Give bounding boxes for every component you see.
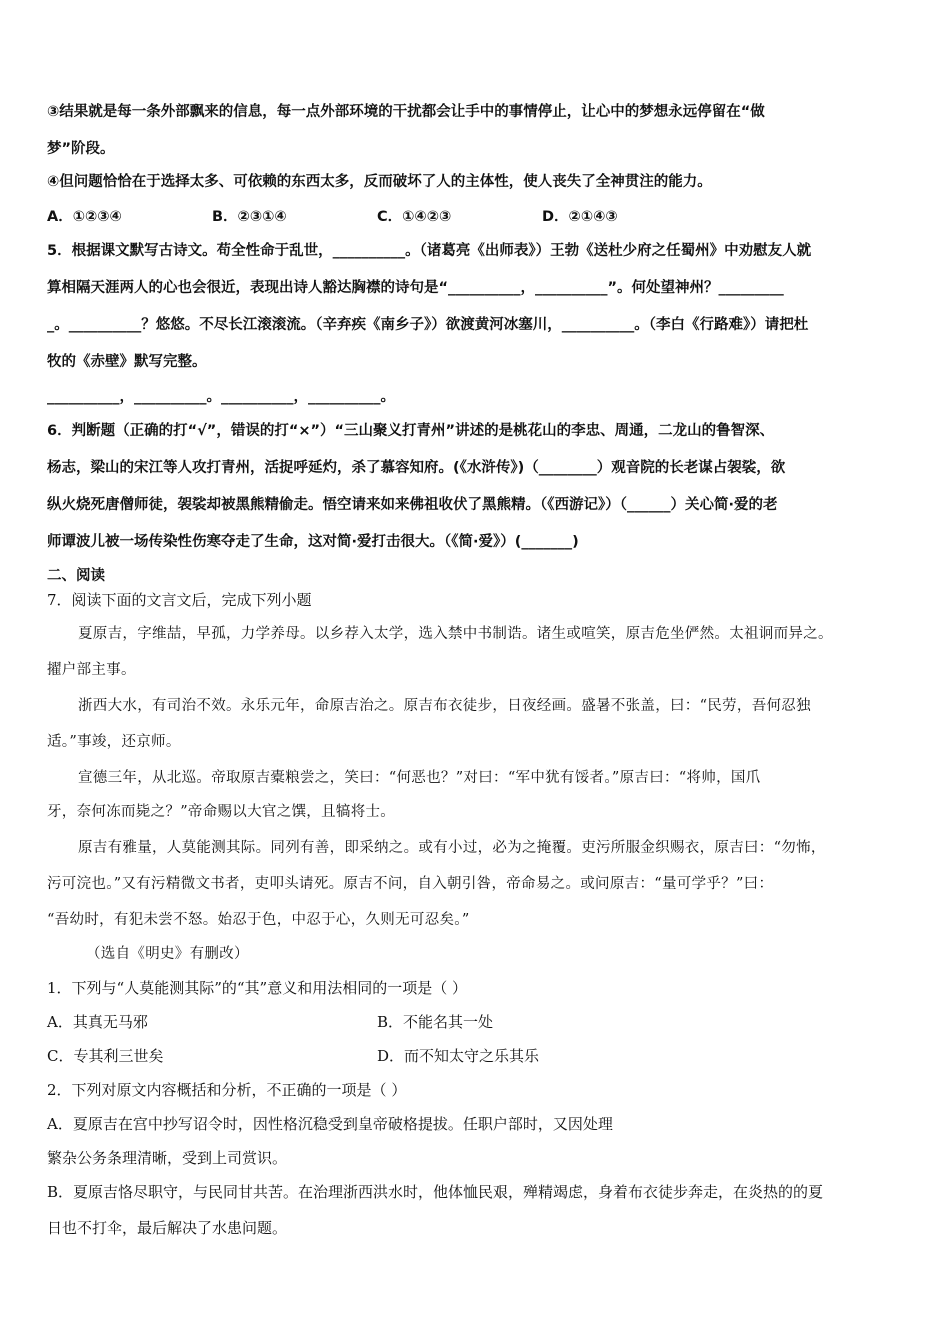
question-6-line-2: 杨志，梁山的宋江等人攻打青州，活捉呼延灼，杀了慕容知府。(《水浒传》)（________）观音院的长老谋占袈裟，欲 <box>47 460 786 476</box>
passage-source: （选自《明史》有删改） <box>86 946 249 962</box>
passage-p1-line-1: 夏原吉，字维喆，早孤，力学养母。以乡荐入太学，选入禁中书制诰。诸生或喧笑，原吉危坐俨然。太祖诇而异之。 <box>78 626 833 642</box>
item-3-line-1: ③结果就是每一条外部飘来的信息，每一点外部环境的干扰都会让手中的事情停止，让心中的梦想永远停留在“做 <box>47 104 765 120</box>
subquestion-2-stem: 2．下列对原文内容概括和分析，不正确的一项是（ ） <box>47 1081 407 1099</box>
passage-p4-line-1: 原吉有雅量，人莫能测其际。同列有善，即采纳之。或有小过，必为之掩覆。吏污所服金织赐衣，原吉曰：“勿怖， <box>78 840 826 856</box>
question-7-intro: 7．阅读下面的文言文后，完成下列小题 <box>47 591 312 609</box>
passage-p2-line-1: 浙西大水，有司治不效。永乐元年，命原吉治之。原吉布衣徒步，日夜经画。盛暑不张盖，曰：“民劳，吾何忍独 <box>78 698 811 714</box>
passage-p1-line-2: 擢户部主事。 <box>47 662 136 678</box>
subquestion-1-option-c: C．专其利三世矣 <box>47 1047 164 1065</box>
item-4: ④但问题恰恰在于选择太多、可依赖的东西太多，反而破坏了人的主体性，使人丧失了全神贯注的能力。 <box>47 174 712 190</box>
question-5-line-2: 算相隔天涯两人的心也会很近，表现出诗人豁达胸襟的诗句是“__________，__________”。何处望神州？_________ <box>47 280 784 296</box>
question-6-line-1: 6．判断题（正确的打“√”，错误的打“×”）“三山聚义打青州”讲述的是桃花山的李忠、周通，二龙山的鲁智深、 <box>47 423 775 439</box>
item-3-line-2: 梦”阶段。 <box>47 141 115 157</box>
subquestion-2-option-b-line-1: B．夏原吉恪尽职守，与民同甘共苦。在治理浙西洪水时，他体恤民艰，殚精竭虑，身着布衣徒步奔走，在炎热的的夏 <box>47 1183 824 1201</box>
option-a: A．①②③④ <box>47 209 122 225</box>
question-5-line-5: __________，__________。__________，__________。 <box>47 389 395 405</box>
passage-p4-line-3: “吾幼时，有犯未尝不怒。始忍于色，中忍于心，久则无可忍矣。” <box>47 912 470 928</box>
subquestion-2-option-b-line-2: 日也不打伞，最后解决了水患问题。 <box>47 1219 288 1237</box>
question-6-line-3: 纵火烧死唐僧师徒，袈裟却被黑熊精偷走。悟空请来如来佛祖收伏了黑熊精。（《西游记》）（______）关心简·爱的老 <box>47 497 778 513</box>
subquestion-1-option-d: D．而不知太守之乐其乐 <box>377 1047 540 1065</box>
subquestion-1-option-a: A．其真无马邪 <box>47 1013 148 1031</box>
passage-p4-line-2: 污可浣也。”又有污精微文书者，吏叩头请死。原吉不问，自入朝引咎，帝命易之。或问原吉：“量可学乎？”曰： <box>47 876 774 892</box>
option-b: B．②③①④ <box>212 209 287 225</box>
question-5-line-3: _。__________？悠悠。不尽长江滚滚流。（辛弃疾《南乡子》）欲渡黄河冰塞川，__________。（李白《行路难》）请把杜 <box>47 317 809 333</box>
section-2-title: 二、阅读 <box>47 568 105 584</box>
subquestion-1-stem: 1．下列与“人莫能测其际”的“其”意义和用法相同的一项是（ ） <box>47 979 467 997</box>
option-d: D．②①④③ <box>542 209 618 225</box>
question-5-line-1: 5．根据课文默写古诗文。苟全性命于乱世，__________。（诸葛亮《出师表》）王勃《送杜少府之任蜀州》中劝慰友人就 <box>47 243 812 259</box>
question-5-line-4: 牧的《赤壁》默写完整。 <box>47 354 207 370</box>
passage-p3-line-2: 牙，奈何冻而毙之？”帝命赐以大官之馔，且犒将士。 <box>47 804 396 820</box>
passage-p3-line-1: 宣德三年，从北巡。帝取原吉橐粮尝之，笑曰：“何恶也？”对曰：“军中犹有馁者。”原吉曰：“将帅，国爪 <box>78 770 761 786</box>
passage-p2-line-2: 适。”事竣，还京师。 <box>47 734 181 750</box>
option-c: C．①④②③ <box>377 209 452 225</box>
question-6-line-4: 师谭波儿被一场传染性伤寒夺走了生命，这对简·爱打击很大。（《简·爱》）(_______) <box>47 534 579 550</box>
subquestion-2-option-a-line-2: 繁杂公务条理清晰，受到上司赏识。 <box>47 1149 288 1167</box>
subquestion-1-option-b: B．不能名其一处 <box>377 1013 494 1031</box>
subquestion-2-option-a-line-1: A．夏原吉在宫中抄写诏令时，因性格沉稳受到皇帝破格提拔。任职户部时，又因处理 <box>47 1115 613 1133</box>
